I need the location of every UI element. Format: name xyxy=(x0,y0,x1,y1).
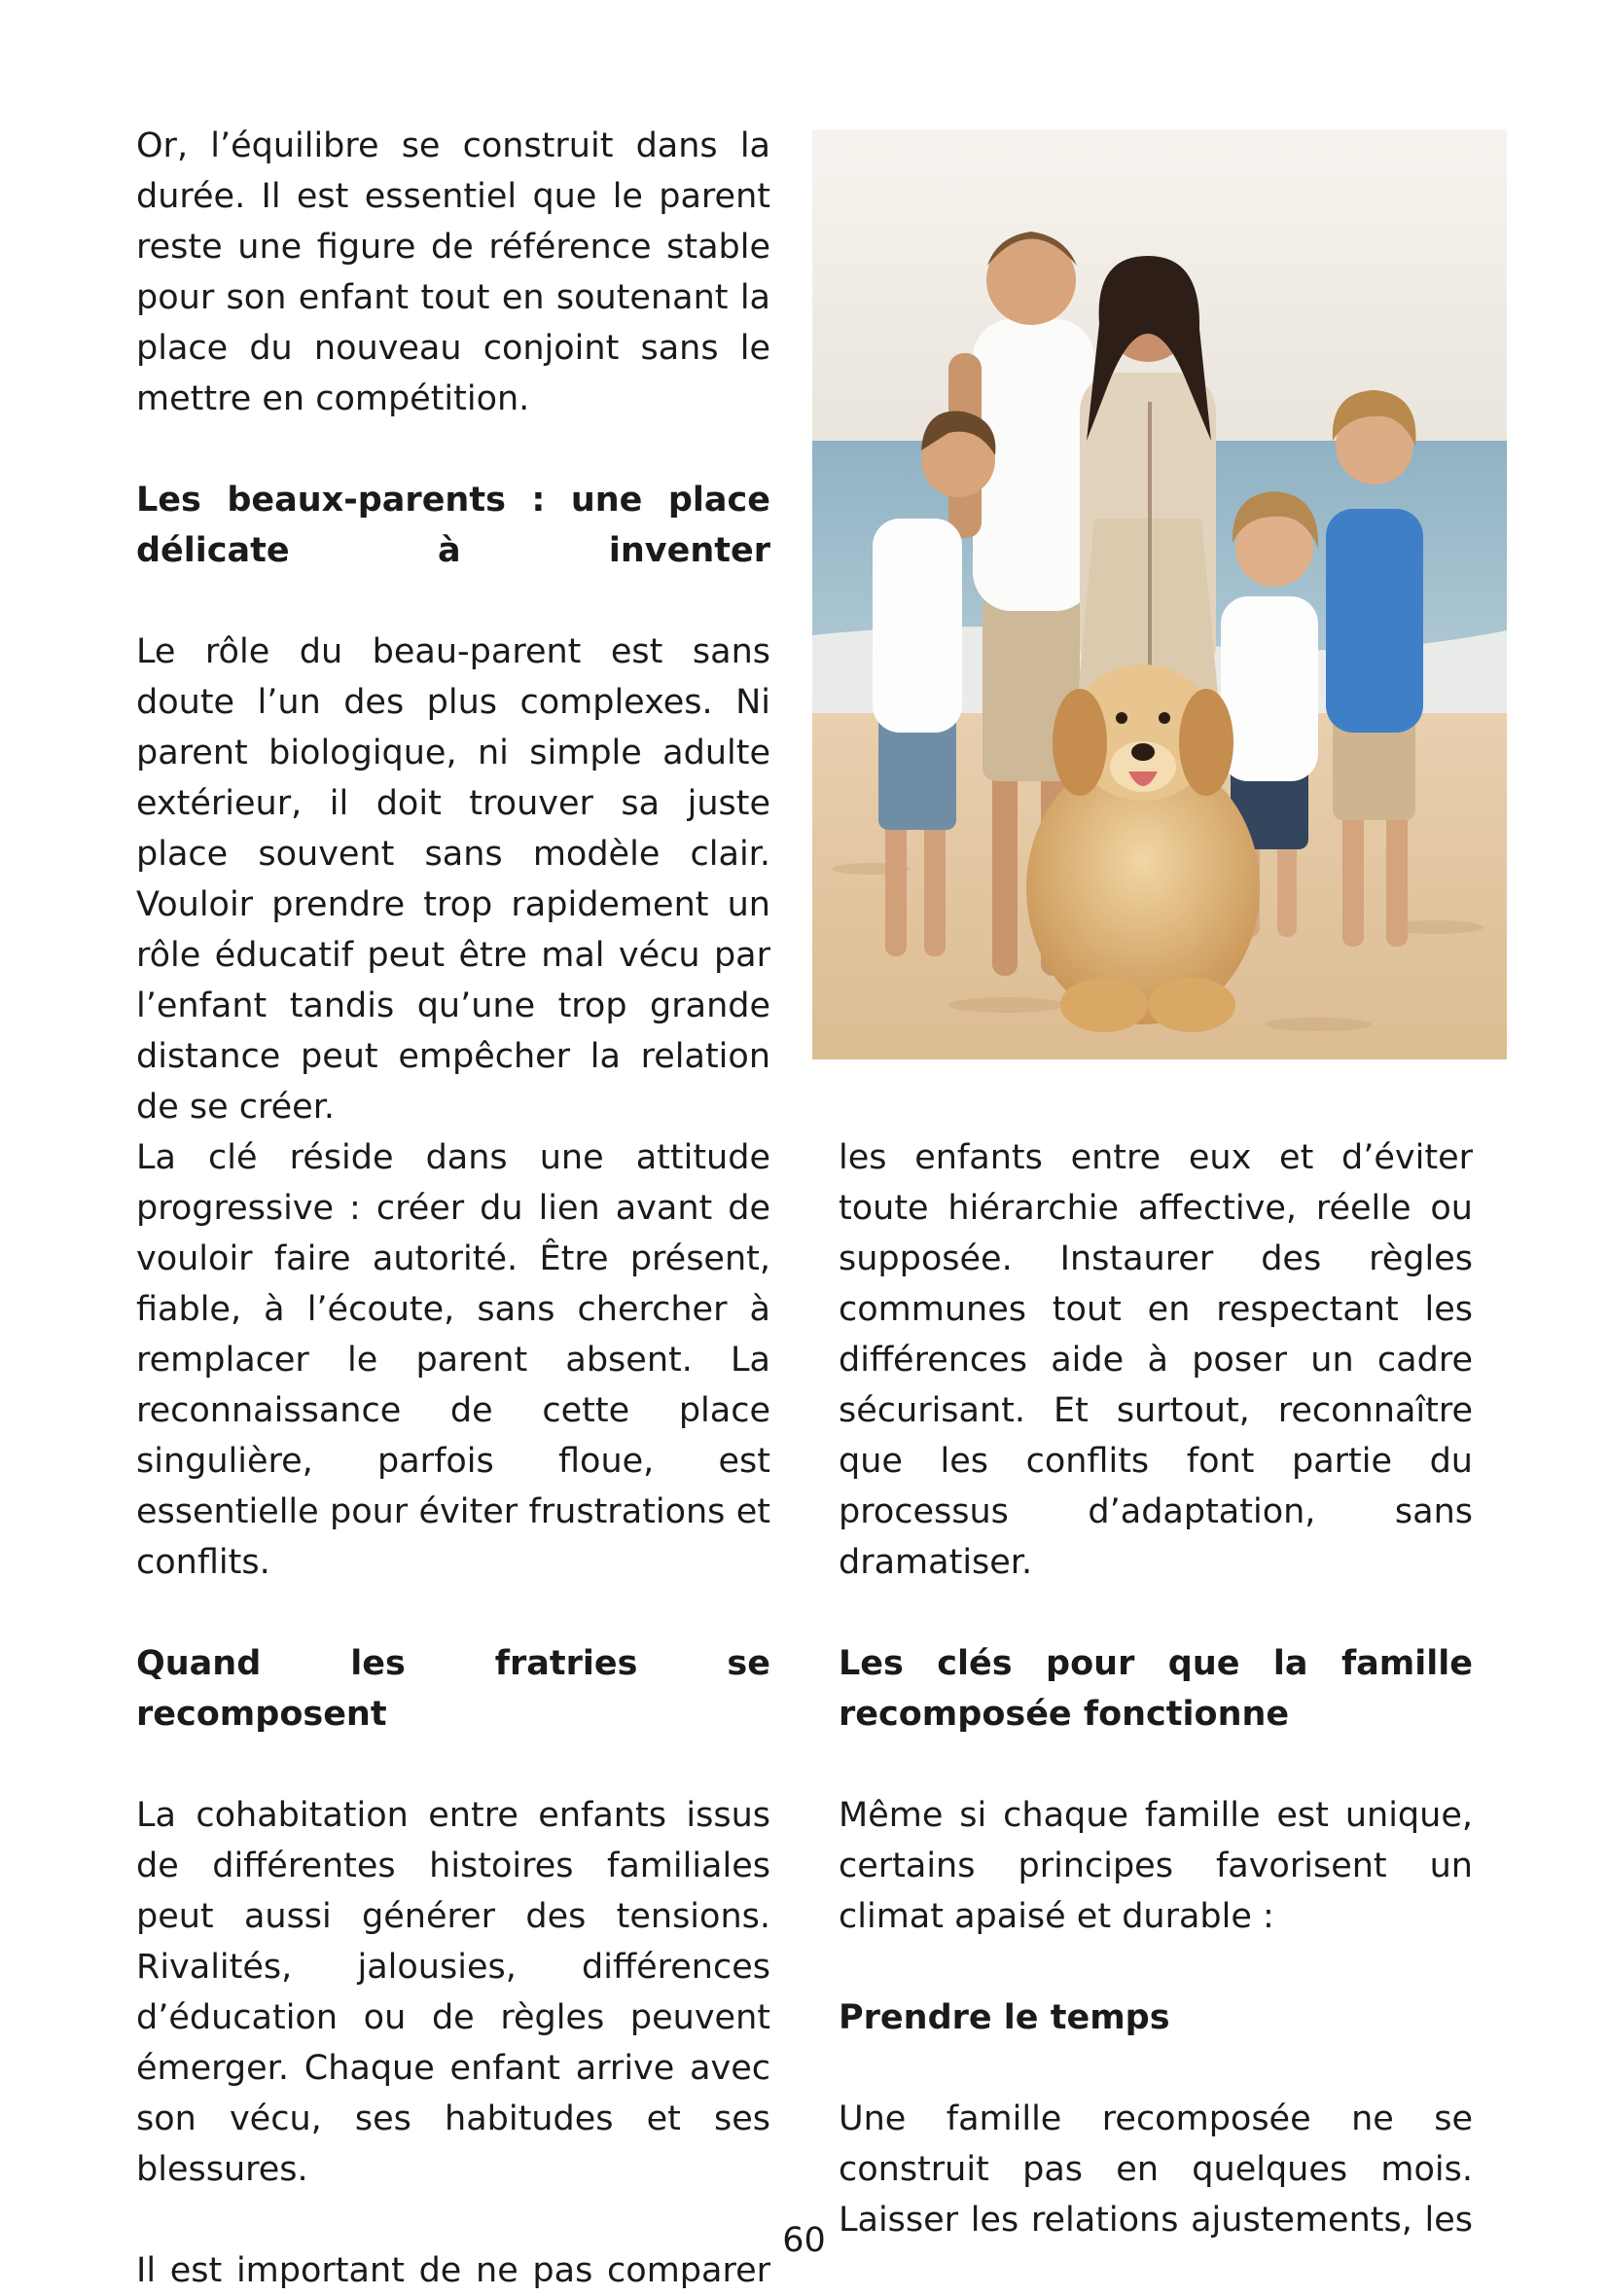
heading-beaux-parents: Les beaux-parents : une place délicate à inventer xyxy=(136,481,770,570)
column-top-left xyxy=(136,121,770,1132)
paragraph-famille-recomposee: Une famille recomposée ne se construit pas en quelques mois. Laisser les relations ajustements, les xyxy=(839,2099,1473,2240)
heading-fratries: Quand les fratries se recomposent xyxy=(136,1644,770,1734)
paragraph-comparer: Il est important de ne pas comparer xyxy=(136,2251,770,2290)
heading-cles: Les clés pour que la famille recomposée fonctionne xyxy=(839,1644,1473,1734)
paragraph-principes: Même si chaque famille est unique, certains principes favorisent un climat apaisé et durable : xyxy=(839,1796,1473,1936)
paragraph-equilibre: Or, l’équilibre se construit dans la durée. Il est essentiel que le parent reste une figure de référence stable pour son enfant tout en soutenant la place du nouveau conjoint sans le mettre en compétition. xyxy=(136,126,770,418)
family-beach-photo xyxy=(812,129,1507,1059)
column-bottom-left xyxy=(136,1132,770,2296)
paragraph-cle-attitude: La clé réside dans une attitude progressive : créer du lien avant de vouloir faire autorité. Être présent, fiable, à l’écoute, sans chercher à remplacer le parent absent. La reconnaissance de cette place singulière, parfois floue, est essentielle pour éviter frustrations et conflits. xyxy=(136,1138,770,1582)
page-number: 60 xyxy=(782,2221,826,2260)
heading-prendre-le-temps: Prendre le temps xyxy=(839,1998,1170,2037)
paragraph-role-beau-parent: Le rôle du beau-parent est sans doute l’un des plus complexes. Ni parent biologique, ni simple adulte extérieur, il doit trouver sa juste place souvent sans modèle clair. Vouloir prendre trop rapidement un rôle éducatif peut être mal vécu par l’enfant tandis qu’une trop grande distance peut empêcher la relation de se créer. xyxy=(136,632,770,1127)
paragraph-hierarchie: les enfants entre eux et d’éviter toute hiérarchie affective, réelle ou supposée. Instaurer des règles communes tout en respectant les différences aide à poser un cadre sécurisant. Et surtout, reconnaître que les conflits font partie du processus d’adaptation, sans dramatiser. xyxy=(839,1138,1473,1582)
column-bottom-right xyxy=(839,1132,1473,2245)
paragraph-cohabitation: La cohabitation entre enfants issus de différentes histoires familiales peut aussi générer des tensions. Rivalités, jalousies, différences d’éducation ou de règles peuvent émerger. Chaque enfant arrive avec son vécu, ses habitudes et ses blessures. xyxy=(136,1796,770,2189)
